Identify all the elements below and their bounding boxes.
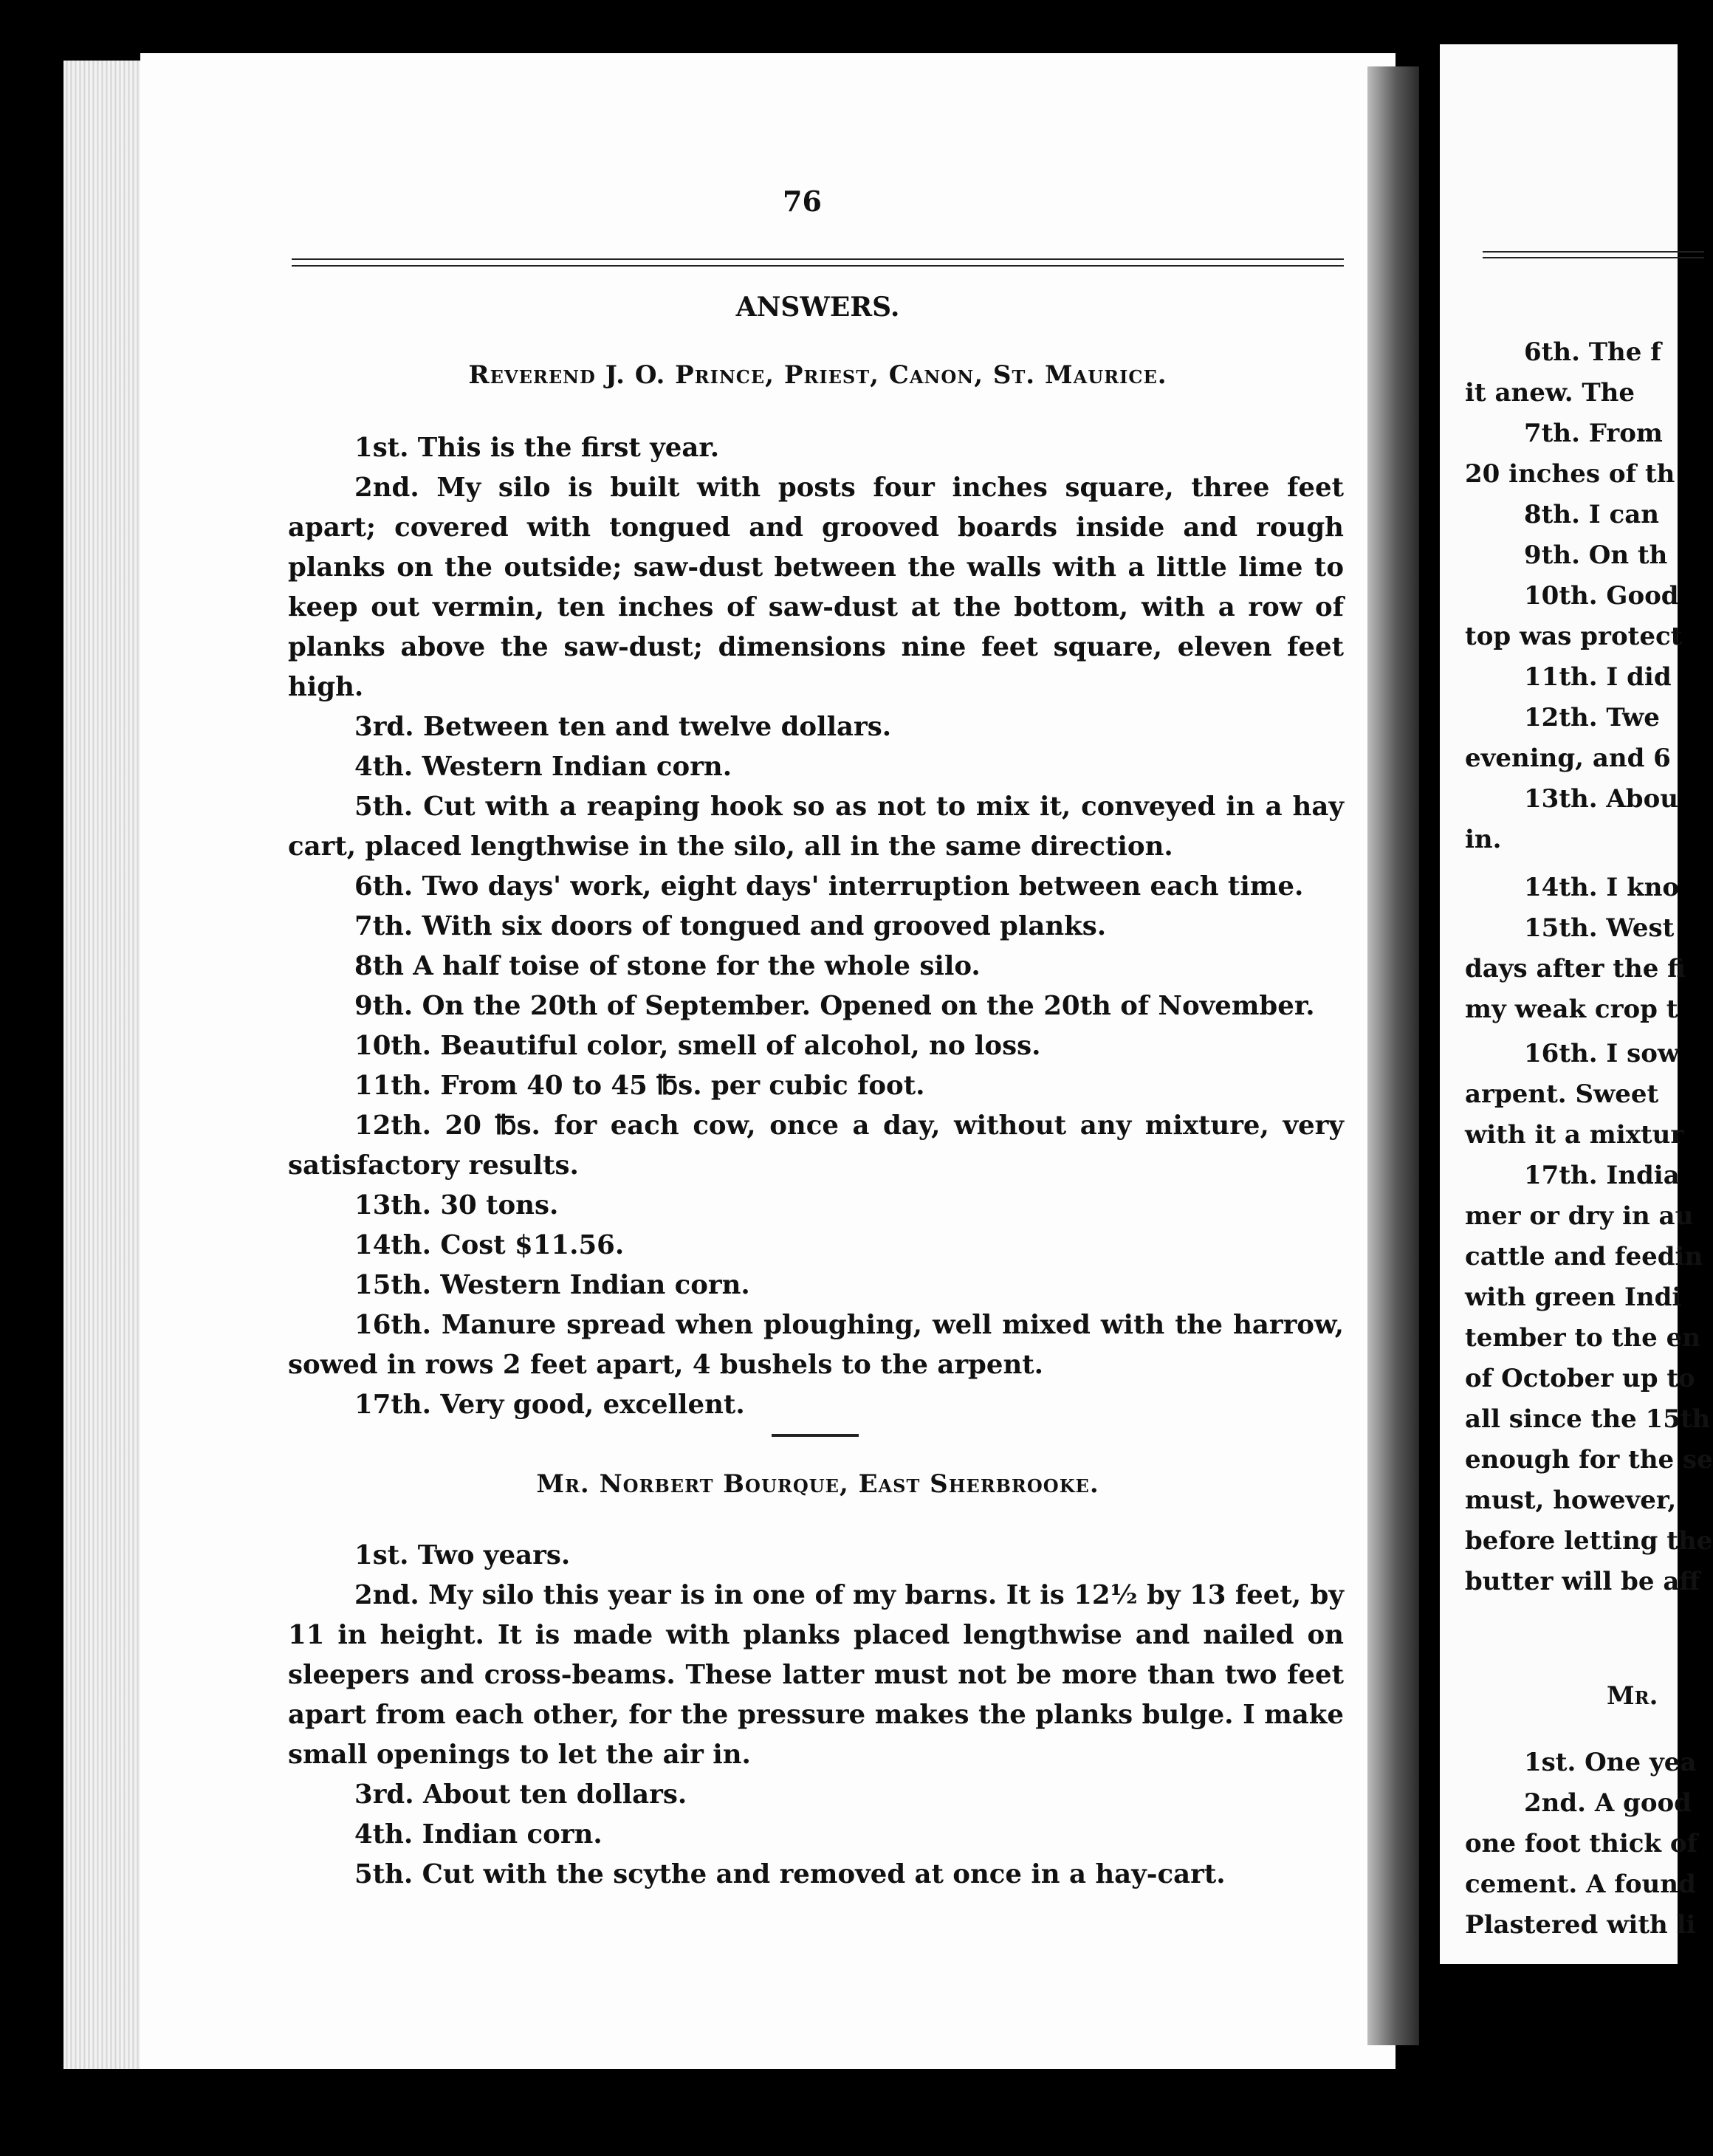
- facing-page-line: enough for the se: [1465, 1445, 1713, 1474]
- facing-page-line: top was protect: [1465, 622, 1683, 651]
- facing-page-line: one foot thick of: [1465, 1829, 1698, 1858]
- answer-paragraph: 17th. Very good, excellent.: [354, 1390, 745, 1420]
- facing-page-rule: [1483, 251, 1704, 258]
- facing-page-line: mer or dry in au: [1465, 1201, 1694, 1231]
- facing-page-line: must, however,: [1465, 1486, 1677, 1515]
- facing-page-line: 11th. I did: [1524, 662, 1672, 692]
- answer-paragraph: 9th. On the 20th of September. Opened on the 20th of November.: [354, 991, 1315, 1021]
- answer-paragraph: 5th. Cut with the scythe and removed at once in a hay-cart.: [354, 1859, 1226, 1889]
- answer-paragraph: 10th. Beautiful color, smell of alcohol, no loss.: [354, 1031, 1041, 1061]
- facing-page-line: arpent. Sweet: [1465, 1079, 1659, 1109]
- answer-paragraph: 1st. This is the first year.: [354, 433, 720, 463]
- answer-paragraph: 2nd. My silo this year is in one of my barns. It is 12½ by 13 feet, by 11 in height. It is made with planks placed lengthwise and nailed on sleepers and cross-beams. These latter must not be more than two feet apart from each other, for the pressure makes the planks bulge. I make small openings to let the air in.: [288, 1580, 1344, 1770]
- facing-page-line: 1st. One yea: [1524, 1748, 1697, 1777]
- book-gutter: [1367, 66, 1419, 2045]
- facing-page-line: all since the 15th: [1465, 1404, 1711, 1434]
- answer-paragraph: 15th. Western Indian corn.: [354, 1270, 750, 1300]
- facing-page-line: before letting the: [1465, 1526, 1713, 1556]
- answer-paragraph: 8th A half toise of stone for the whole silo.: [354, 951, 981, 981]
- section-title-bourque: Mr. Norbert Bourque, East Sherbrooke.: [536, 1469, 1099, 1499]
- answer-paragraph: 13th. 30 tons.: [354, 1190, 559, 1221]
- facing-page-line: 16th. I sow: [1524, 1039, 1680, 1068]
- answer-paragraph: 4th. Indian corn.: [354, 1819, 603, 1850]
- page-number: 76: [783, 185, 822, 218]
- facing-page-line: 17th. India: [1524, 1161, 1680, 1190]
- facing-page-line: Mr.: [1607, 1681, 1658, 1711]
- facing-page-line: 10th. Good: [1524, 581, 1679, 611]
- section-title-prince: Reverend J. O. Prince, Priest, Canon, St. Maurice.: [468, 360, 1167, 390]
- section-divider: [772, 1434, 859, 1437]
- header-rule: [292, 258, 1344, 267]
- facing-page-line: days after the fi: [1465, 954, 1686, 983]
- facing-page-line: 2nd. A good: [1524, 1788, 1692, 1818]
- facing-page: [1440, 44, 1713, 1964]
- facing-page-line: tember to the en: [1465, 1323, 1700, 1353]
- answer-paragraph: 2nd. My silo is built with posts four inches square, three feet apart; covered with tongued and grooved boards inside and rough planks on the outside; saw-dust between the walls with a little lime to keep out vermin, ten inches of saw-dust at the bottom, with a row of planks above the saw-dust; dimensions nine feet square, eleven feet high.: [288, 473, 1344, 702]
- answer-paragraph: 6th. Two days' work, eight days' interruption between each time.: [354, 871, 1304, 902]
- page-heading: ANSWERS.: [735, 292, 900, 323]
- facing-page-line: 14th. I kno: [1524, 873, 1680, 902]
- facing-page-line: it anew. The: [1465, 378, 1635, 408]
- facing-page-line: 15th. West: [1524, 913, 1675, 943]
- facing-page-line: 12th. Twe: [1524, 703, 1660, 732]
- section-body-prince: [288, 428, 1344, 1425]
- facing-page-line: of October up to: [1465, 1364, 1695, 1393]
- section-body-bourque: [288, 1536, 1344, 1895]
- answer-paragraph: 12th. 20 ℔s. for each cow, once a day, without any mixture, very satisfactory results.: [288, 1110, 1344, 1181]
- facing-page-line: 9th. On th: [1524, 540, 1668, 570]
- answer-paragraph: 5th. Cut with a reaping hook so as not to mix it, conveyed in a hay cart, placed lengthwise in the silo, all in the same direction.: [288, 792, 1344, 862]
- facing-page-line: butter will be aff: [1465, 1567, 1700, 1596]
- facing-page-line: Plastered with li: [1465, 1910, 1696, 1940]
- answer-paragraph: 14th. Cost $11.56.: [354, 1230, 625, 1260]
- facing-page-line: 7th. From: [1524, 419, 1663, 448]
- answer-paragraph: 7th. With six doors of tongued and grooved planks.: [354, 911, 1107, 941]
- facing-page-line: with green Indi: [1465, 1283, 1682, 1312]
- answer-paragraph: 16th. Manure spread when ploughing, well mixed with the harrow, sowed in rows 2 feet apart, 4 bushels to the arpent.: [288, 1310, 1344, 1380]
- facing-page-line: 6th. The f: [1524, 337, 1661, 367]
- answer-paragraph: 1st. Two years.: [354, 1540, 571, 1570]
- facing-page-line: 13th. Abou: [1524, 784, 1678, 814]
- facing-page-line: 20 inches of th: [1465, 459, 1675, 489]
- facing-page-line: with it a mixtur: [1465, 1120, 1684, 1150]
- facing-page-line: evening, and 6: [1465, 744, 1671, 773]
- page-stack-edges: [63, 61, 152, 2069]
- facing-page-line: my weak crop t: [1465, 995, 1678, 1024]
- facing-page-line: cement. A found: [1465, 1870, 1696, 1899]
- answer-paragraph: 4th. Western Indian corn.: [354, 752, 732, 782]
- facing-page-line: cattle and feedin: [1465, 1242, 1703, 1271]
- answer-paragraph: 3rd. Between ten and twelve dollars.: [354, 712, 892, 742]
- facing-page-line: in.: [1465, 825, 1502, 854]
- facing-page-line: 8th. I can: [1524, 500, 1659, 529]
- answer-paragraph: 11th. From 40 to 45 ℔s. per cubic foot.: [354, 1071, 925, 1101]
- answer-paragraph: 3rd. About ten dollars.: [354, 1779, 687, 1810]
